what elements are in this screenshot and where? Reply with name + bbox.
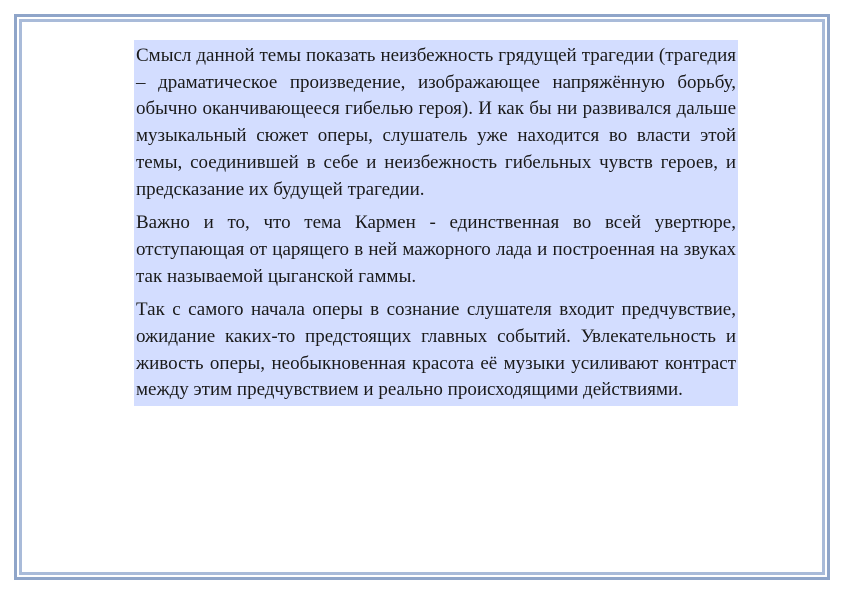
paragraph-3: Так с самого начала оперы в сознание слушателя входит предчувствие, ожидание каких-то предстоящих главных событий. Увлекательность и живость оперы, необыкновенная красота её музыки усиливают контраст между этим предчувствием и реально происходящими действиями. [136, 299, 736, 401]
paragraph-2: Важно и то, что тема Кармен - единственная во всей увертюре, отступающая от царящего в ней мажорного лада и построенная на звуках так называемой цыганской гаммы. [136, 212, 736, 287]
paragraph-1: Смысл данной темы показать неизбежность грядущей трагедии (трагедия – драматическое произведение, изображающее напряжённую борьбу, обычно оканчивающееся гибелью героя). И как бы ни развивался дальше музыкальный сюжет оперы, слушатель уже находится во власти этой темы, соединившей в себе и неизбежность гибельных чувств героев, и предсказание их будущей трагедии. [136, 45, 736, 200]
text-box [134, 40, 738, 406]
